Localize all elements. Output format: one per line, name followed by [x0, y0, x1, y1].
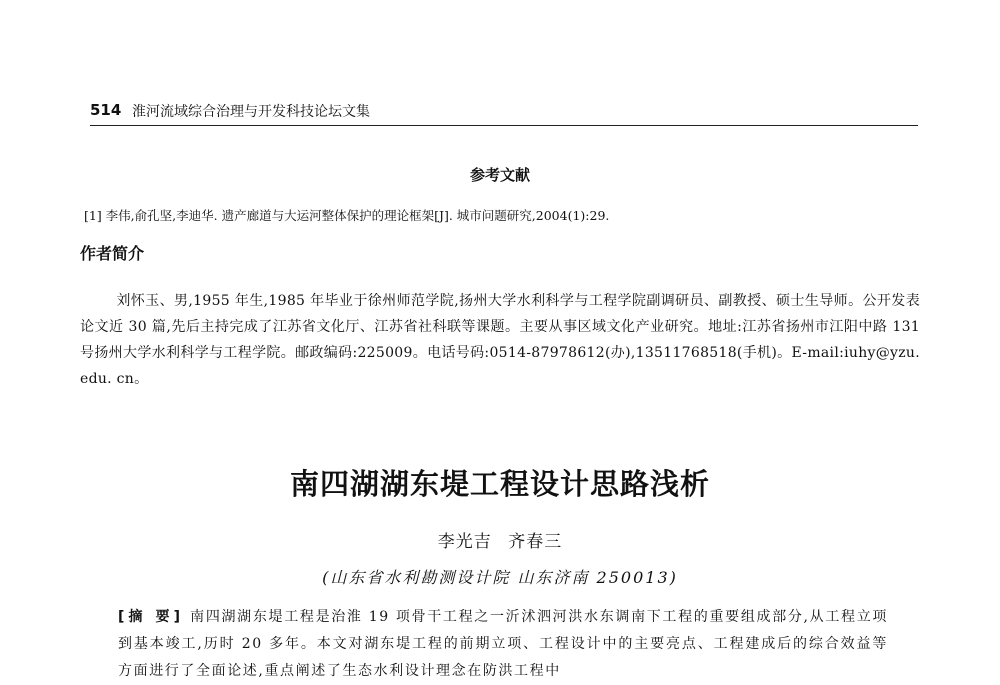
- references-heading: 参考文献: [469, 166, 530, 184]
- author-intro-text: 刘怀玉、男,1955 年生,1985 年毕业于徐州师范学院,扬州大学水利科学与工程学院副调研员、副教授、硕士生导师。公开发表论文近 30 篇,先后主持完成了江苏省文化厅、江苏省社科联等课题。主要从事区域文化产业研究。地址:江苏省扬州市江阳中路 131 号扬州大学水利科学与工程学院。邮政编码:225009。电话号码:0514-87978612(办),13511768518(手机)。E-mail:iuhy@yzu. edu. cn。: [80, 293, 920, 387]
- author-intro-heading: 作者简介: [80, 244, 145, 263]
- abstract-label: [摘 要]: [118, 609, 184, 625]
- article-affiliation: (山东省水利勘测设计院 山东济南 250013): [322, 568, 678, 587]
- article-authors: 李光吉 齐春三: [437, 532, 563, 552]
- page-number: 514: [90, 101, 122, 119]
- abstract-text: 南四湖湖东堤工程是治淮 19 项骨干工程之一沂沭泗河洪水东调南下工程的重要组成部分,从工程立项到基本竣工,历时 20 多年。本文对湖东堤工程的前期立项、工程设计中的主要亮点、工程建成后的综合效益等方面进行了全面论述,重点阐述了生态水利设计理念在防洪工程中: [118, 609, 888, 679]
- running-title: 淮河流域综合治理与开发科技论坛文集: [132, 104, 370, 120]
- reference-item: [1] 李伟,俞孔坚,李迪华. 遗产廊道与大运河整体保护的理论框架[J]. 城市问题研究,2004(1):29.: [84, 208, 610, 223]
- article-title: 南四湖湖东堤工程设计思路浅析: [289, 467, 710, 501]
- abstract: [118, 604, 888, 685]
- running-header: [90, 97, 918, 126]
